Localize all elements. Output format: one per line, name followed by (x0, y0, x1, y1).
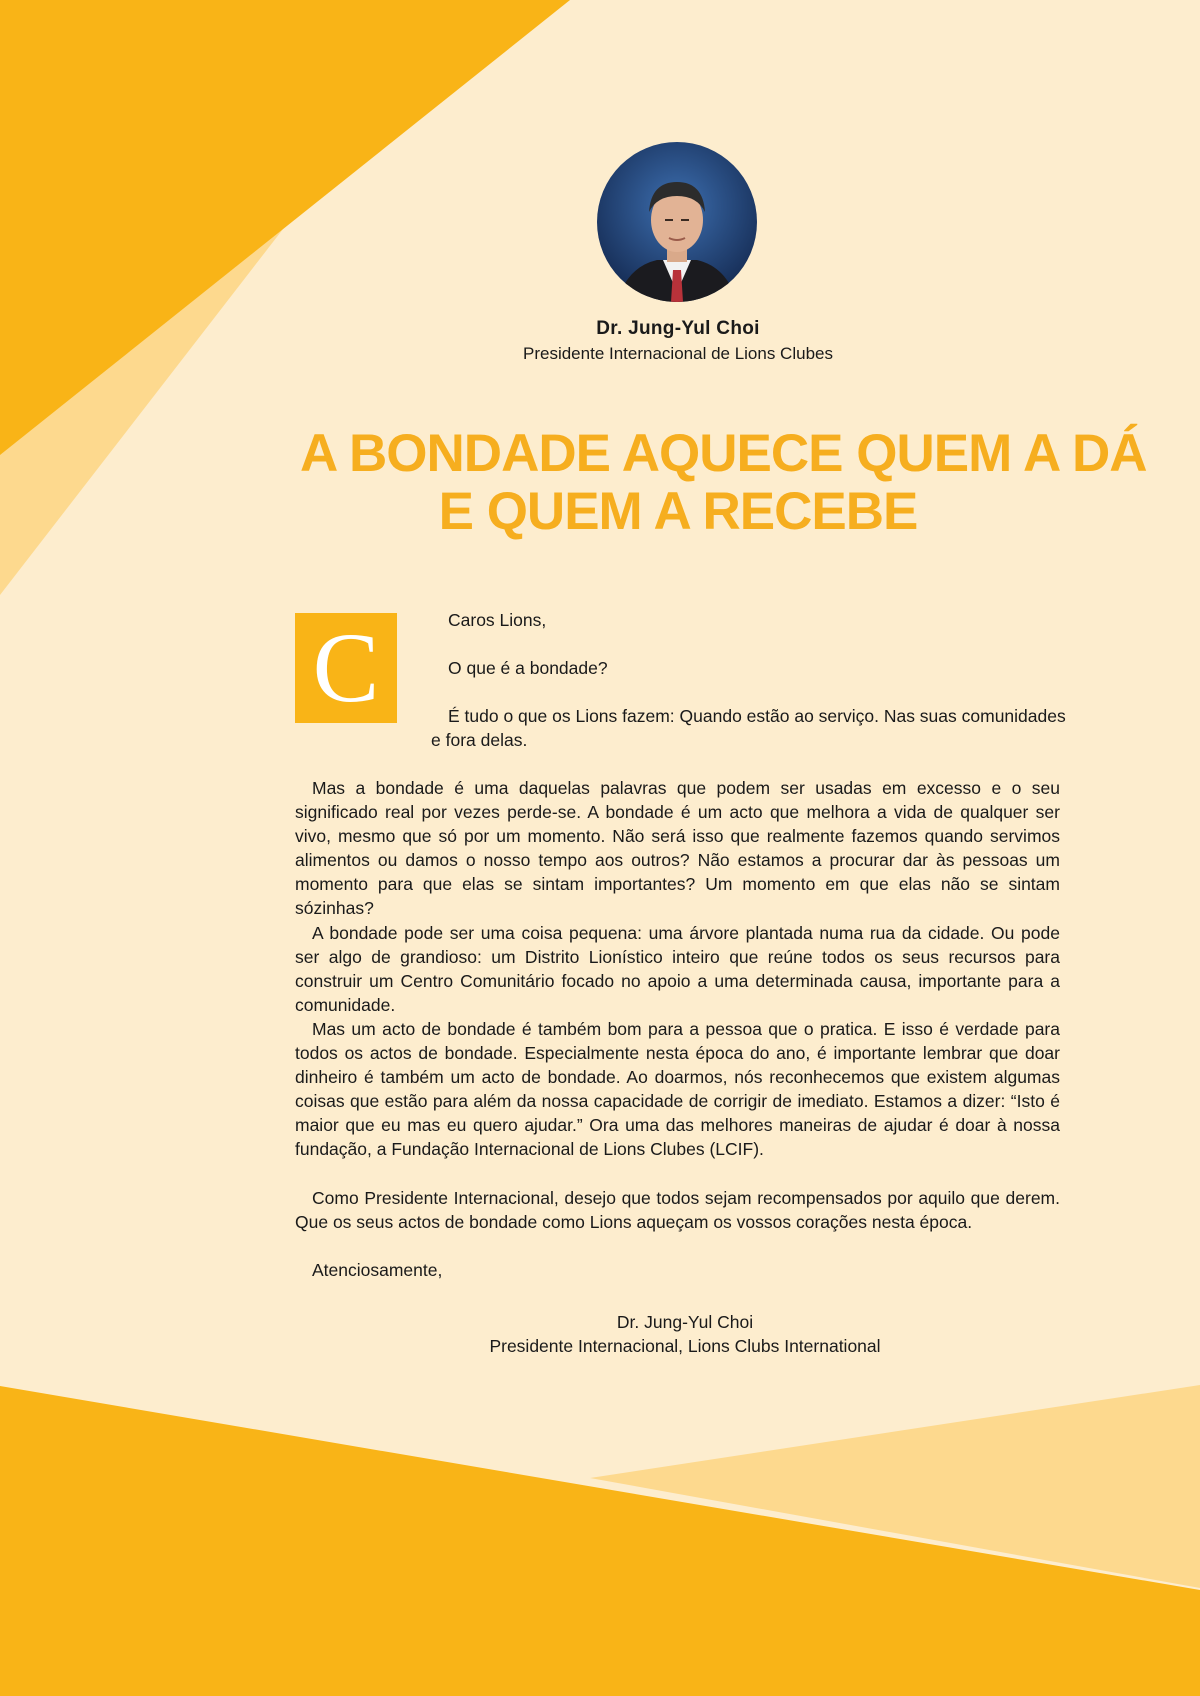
signature-title: Presidente Internacional, Lions Clubs International (489, 1336, 881, 1356)
headline (300, 424, 1147, 541)
author-title: Presidente Internacional de Lions Clubes (523, 344, 833, 363)
drop-cap-letter: C (312, 612, 380, 723)
question: O que é a bondade? (448, 658, 608, 678)
author-name: Dr. Jung-Yul Choi (596, 318, 760, 339)
drop-cap-box (295, 613, 397, 723)
answer-line-1: É tudo o que os Lions fazem: Quando estão ao serviço. Nas suas comunidades (448, 706, 1066, 726)
paragraph-3: Mas um acto de bondade é também bom para a pessoa que o pratica. E isso é verdade para todos os actos de bondade. Especialmente nesta época do ano, é importante lembrar que doar dinheiro é também um acto de bondade. Ao doarmos, nós reconhecemos que existem algumas coisas que estão para além da nossa capacidade de corrigir de imediato. Estamos a dizer: “Isto é maior que eu mas eu quero ajudar.” Ora uma das melhores maneiras de ajudar é doar à nossa fundação, a Fundação Internacional de Lions Clubes (LCIF). (295, 1019, 1060, 1159)
answer-line-2: e fora delas. (431, 730, 528, 750)
paragraph-1: Mas a bondade é uma daquelas palavras que podem ser usadas em excesso e o seu significado real por vezes perde-se. A bondade é um acto que melhora a vida de qualquer ser vivo, mesmo que só por um momento. Não será isso que realmente fazemos quando servimos alimentos ou damos o nosso tempo aos outros? Não estamos a procurar dar às pessoas um momento para que elas se sintam importantes? Um momento em que elas não se sintam sózinhas? (295, 778, 1060, 918)
headline-line-2: E QUEM A RECEBE (438, 482, 918, 541)
greeting: Caros Lions, (448, 610, 547, 630)
headline-line-1: A BONDADE AQUECE QUEM A DÁ (300, 424, 1147, 483)
closing: Atenciosamente, (312, 1260, 443, 1280)
paragraph-2: A bondade pode ser uma coisa pequena: uma árvore plantada numa rua da cidade. Ou pode ser algo de grandioso: um Distrito Lionístico inteiro que reúne todos os seus recursos para construir um Centro Comunitário focado no apoio a uma determinada causa, importante para a comunidade. (295, 923, 1060, 1015)
author-portrait (597, 142, 757, 302)
paragraph-4: Como Presidente Internacional, desejo que todos sejam recompensados por aquilo que derem. Que os seus actos de bondade como Lions aqueçam os vossos corações nesta época. (295, 1188, 1060, 1232)
signature-name: Dr. Jung-Yul Choi (616, 1312, 754, 1332)
signature (300, 1310, 1070, 1358)
top-left-dark-triangle (0, 0, 570, 455)
